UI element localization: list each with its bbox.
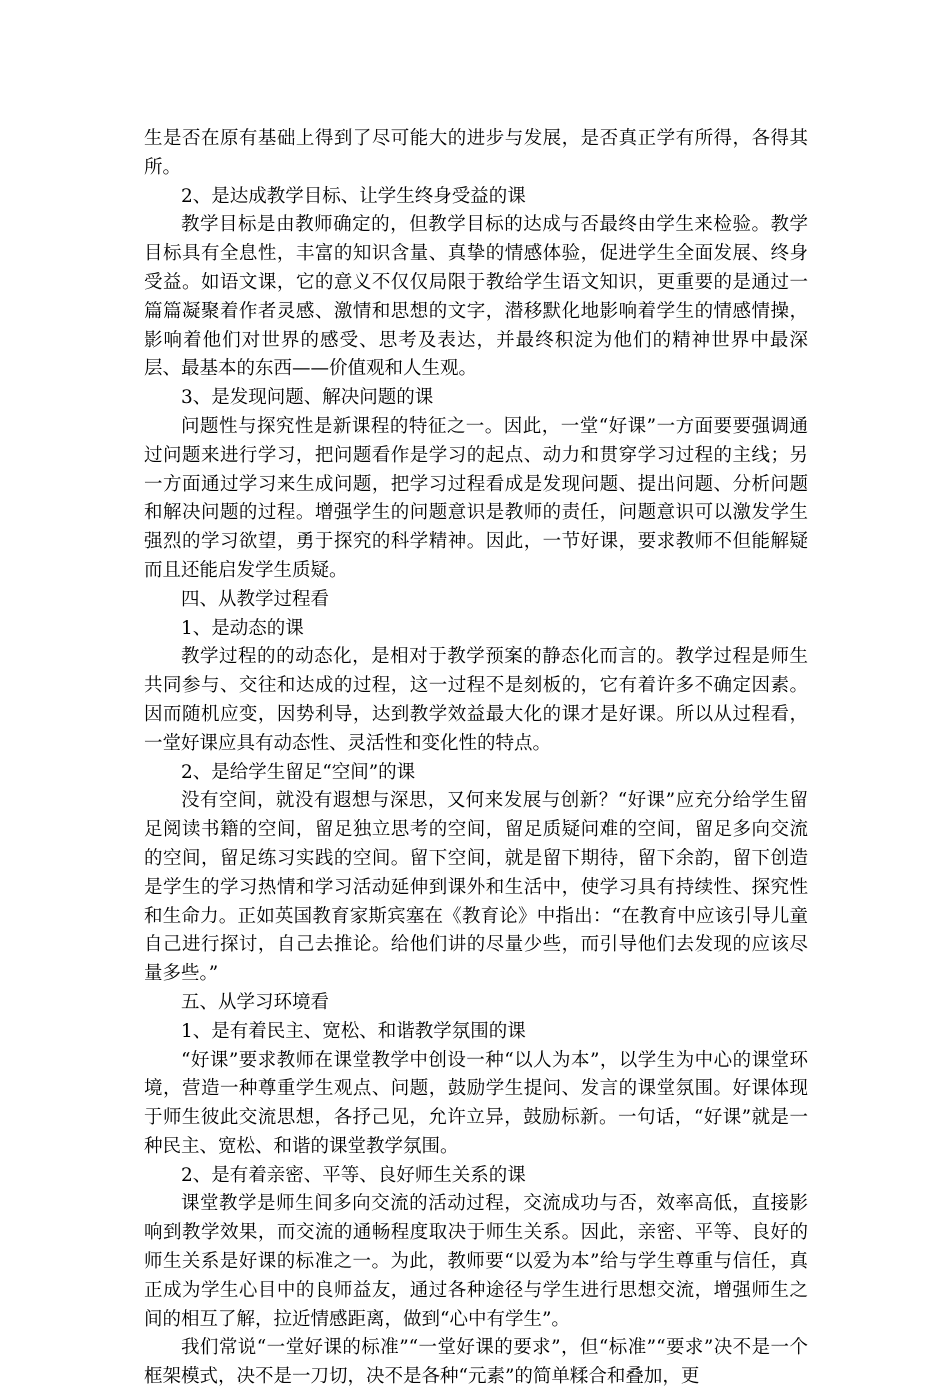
paragraph: 生是否在原有基础上得到了尽可能大的进步与发展，是否真正学有所得，各得其所。 (144, 128, 808, 178)
paragraph: 我们常说“一堂好课的标准”“一堂好课的要求”，但“标准”“要求”决不是一个框架模式，决不是一刀切，决不是各种“元素”的简单糅合和叠加，更 (144, 1337, 808, 1388)
paragraph: 教学目标是由教师确定的，但教学目标的达成与否最终由学生来检验。教学目标具有全息性，丰富的知识含量、真挚的情感体验，促进学生全面发展、终身受益。如语文课，它的意义不仅仅局限于教给学生语文知识，更重要的是通过一篇篇凝聚着作者灵感、激情和思想的文字，潜移默化地影响着学生的情感情操，影响着他们对世界的感受、思考及表达，并最终积淀为他们的精神世界中最深层、最基本的东西——价值观和人生观。 (144, 214, 808, 380)
section-heading: 五、从学习环境看 (181, 991, 330, 1013)
document-page (144, 125, 808, 1392)
section-heading: 2、是达成教学目标、让学生终身受益的课 (181, 185, 526, 207)
paragraph: 问题性与探究性是新课程的特征之一。因此，一堂“好课”一方面要要强调通过问题来进行学习，把问题看作是学习的起点、动力和贯穿学习过程的主线；另一方面通过学习来生成问题，把学习过程看成是发现问题、提出问题、分析问题和解决问题的过程。增强学生的问题意识是教师的责任，问题意识可以激发学生强烈的学习欲望，勇于探究的科学精神。因此，一节好课，要求教师不但能解疑而且还能启发学生质疑。 (144, 415, 808, 581)
paragraph: 教学过程的的动态化，是相对于教学预案的静态化而言的。教学过程是师生共同参与、交往和达成的过程，这一过程不是刻板的，它有着许多不确定因素。因而随机应变，因势利导，达到教学效益最大化的课才是好课。所以从过程看，一堂好课应具有动态性、灵活性和变化性的特点。 (144, 646, 808, 754)
paragraph: 课堂教学是师生间多向交流的活动过程，交流成功与否，效率高低，直接影响到教学效果，而交流的通畅程度取决于师生关系。因此，亲密、平等、良好的师生关系是好课的标准之一。为此，教师要“以爱为本”给与学生尊重与信任，真正成为学生心目中的良师益友，通过各种途径与学生进行思想交流，增强师生之间的相互了解，拉近情感距离，做到“心中有学生”。 (144, 1193, 808, 1330)
section-heading: 1、是有着民主、宽松、和谐教学氛围的课 (181, 1020, 526, 1042)
section-heading: 1、是动态的课 (181, 617, 304, 639)
section-heading: 四、从教学过程看 (181, 588, 330, 610)
section-heading: 2、是给学生留足“空间”的课 (181, 761, 416, 783)
paragraph: “好课”要求教师在课堂教学中创设一种“以人为本”，以学生为中心的课堂环境，营造一种尊重学生观点、问题，鼓励学生提问、发言的课堂氛围。好课体现于师生彼此交流思想，各抒己见，允许立异，鼓励标新。一句话，“好课”就是一种民主、宽松、和谐的课堂教学氛围。 (144, 1049, 808, 1157)
section-heading: 2、是有着亲密、平等、良好师生关系的课 (181, 1164, 526, 1186)
section-heading: 3、是发现问题、解决问题的课 (181, 387, 434, 409)
paragraph: 没有空间，就没有遐想与深思，又何来发展与创新？“好课”应充分给学生留足阅读书籍的空间，留足独立思考的空间，留足质疑问难的空间，留足多向交流的空间，留足练习实践的空间。留下空间，就是留下期待，留下余韵，留下创造是学生的学习热情和学习活动延伸到课外和生活中，使学习具有持续性、探究性和生命力。正如英国教育家斯宾塞在《教育论》中指出：“在教育中应该引导儿童自己进行探讨，自己去推论。给他们讲的尽量少些，而引导他们去发现的应该尽量多些。” (144, 790, 808, 985)
